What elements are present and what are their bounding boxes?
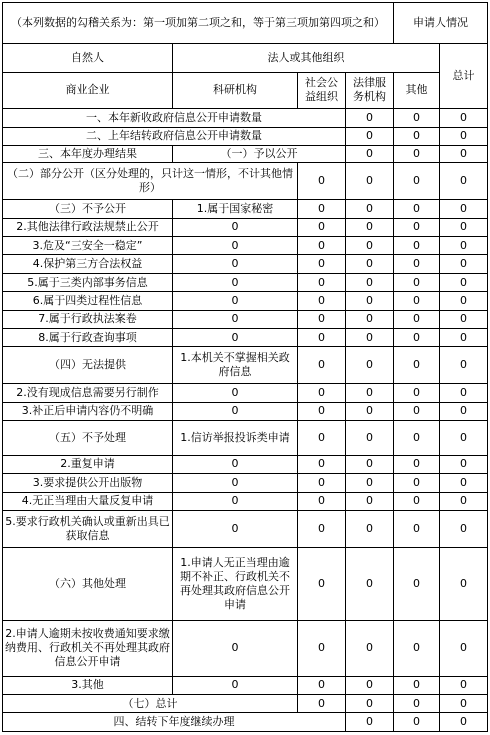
cell-value: 0: [346, 237, 394, 255]
cell-value: 0: [298, 547, 346, 621]
cell-value: 0: [173, 329, 298, 347]
cell-value: 0: [346, 384, 394, 402]
header-legal-service: 法律服务机构: [346, 72, 394, 109]
row-label: 2.重复申请: [3, 455, 173, 473]
header-research: 科研机构: [173, 72, 298, 109]
cell-value: 0: [346, 255, 394, 273]
cell-value: 0: [394, 455, 440, 473]
cell-value: 0: [298, 237, 346, 255]
cell-value: 0: [440, 676, 488, 694]
cell-value: 0: [346, 492, 394, 510]
cell-value: 0: [173, 292, 298, 310]
cell-value: 0: [394, 163, 440, 200]
cell-value: 0: [346, 455, 394, 473]
cell-value: 0: [298, 621, 346, 676]
row-label: 7.属于行政执法案卷: [3, 310, 173, 328]
table-row: [3, 200, 488, 218]
cell-value: 0: [346, 273, 394, 291]
cell-value: 0: [440, 455, 488, 473]
cell-value: 0: [346, 109, 394, 127]
table-row: [3, 310, 488, 328]
cell-value: 0: [346, 510, 394, 547]
cell-value: 0: [298, 310, 346, 328]
row-label: 四、结转下年度继续办理: [3, 713, 346, 732]
row-sub-label: 1.本机关不掌握相关政府信息: [173, 347, 298, 384]
table-row: [3, 109, 488, 127]
table-row: [3, 218, 488, 236]
cell-value: 0: [298, 200, 346, 218]
cell-value: 0: [346, 713, 394, 732]
table-row: [3, 146, 488, 163]
table-row: [3, 676, 488, 694]
header-social: 社会公益组织: [298, 72, 346, 109]
cell-value: 0: [298, 455, 346, 473]
cell-value: 0: [394, 255, 440, 273]
cell-value: 0: [394, 510, 440, 547]
cell-value: 0: [173, 510, 298, 547]
cell-value: 0: [394, 713, 440, 732]
table-row: [3, 492, 488, 510]
table-row: [3, 510, 488, 547]
cell-value: 0: [394, 218, 440, 236]
cell-value: 0: [173, 402, 298, 420]
cell-value: 0: [394, 127, 440, 145]
row-label: 2.其他法律行政法规禁止公开: [3, 218, 173, 236]
header-legal: 法人或其他组织: [173, 43, 440, 72]
cell-value: 0: [440, 347, 488, 384]
cell-value: 0: [346, 329, 394, 347]
table-row: [3, 347, 488, 384]
cell-value: 0: [440, 292, 488, 310]
cell-value: 0: [298, 676, 346, 694]
cell-value: 0: [394, 109, 440, 127]
table-row: [3, 273, 488, 291]
table-row: [3, 292, 488, 310]
cell-value: 0: [346, 310, 394, 328]
cell-value: 0: [440, 713, 488, 732]
row-sub-label: （一）予以公开: [173, 146, 346, 163]
cell-value: 0: [298, 273, 346, 291]
cell-value: 0: [173, 237, 298, 255]
table-row: [3, 384, 488, 402]
cell-value: 0: [394, 621, 440, 676]
cell-value: 0: [394, 547, 440, 621]
cell-value: 0: [298, 292, 346, 310]
cell-value: 0: [394, 694, 440, 712]
cell-value: 0: [346, 676, 394, 694]
cell-value: 0: [346, 402, 394, 420]
row-label: （二）部分公开（区分处理的，只计这一情形，不计其他情形）: [3, 163, 298, 200]
row-label: 一、本年新收政府信息公开申请数量: [3, 109, 346, 127]
cell-value: 0: [440, 510, 488, 547]
cell-value: 0: [440, 163, 488, 200]
row-label: 2.申请人逾期未按收费通知要求缴纳费用、行政机关不再处理其政府信息公开申请: [3, 621, 173, 676]
cell-value: 0: [173, 474, 298, 492]
table-row: [3, 713, 488, 732]
cell-value: 0: [394, 200, 440, 218]
cell-value: 0: [440, 218, 488, 236]
cell-value: 0: [394, 310, 440, 328]
cell-value: 0: [346, 200, 394, 218]
cell-value: 0: [440, 109, 488, 127]
cell-value: 0: [394, 492, 440, 510]
cell-value: 0: [346, 420, 394, 455]
table-row: [3, 329, 488, 347]
table-row: [3, 255, 488, 273]
header-row-2: [3, 43, 488, 72]
cell-value: 0: [394, 237, 440, 255]
cell-value: 0: [298, 347, 346, 384]
disclosure-table: [2, 2, 488, 732]
table-row: [3, 127, 488, 145]
cell-value: 0: [440, 621, 488, 676]
cell-value: 0: [173, 255, 298, 273]
cell-value: 0: [173, 492, 298, 510]
cell-value: 0: [346, 146, 394, 163]
header-total: 总计: [440, 43, 488, 108]
cell-value: 0: [394, 402, 440, 420]
cell-value: 0: [440, 547, 488, 621]
cell-value: 0: [440, 492, 488, 510]
row-label: 3.其他: [3, 676, 173, 694]
row-label: 3.危及“三安全一稳定”: [3, 237, 173, 255]
row-sub-label: 1.申请人无正当理由逾期不补正、行政机关不再处理其政府信息公开申请: [173, 547, 298, 621]
cell-value: 0: [394, 474, 440, 492]
row-label: 三、本年度办理结果: [3, 146, 173, 163]
cell-value: 0: [173, 384, 298, 402]
row-label: 4.无正当理由大量反复申请: [3, 492, 173, 510]
row-label: （五）不予处理: [3, 420, 173, 455]
table-row: [3, 163, 488, 200]
row-label: 4.保护第三方合法权益: [3, 255, 173, 273]
cell-value: 0: [298, 694, 346, 712]
cell-value: 0: [298, 329, 346, 347]
cell-value: 0: [346, 347, 394, 384]
cell-value: 0: [298, 474, 346, 492]
cell-value: 0: [394, 146, 440, 163]
cell-value: 0: [440, 329, 488, 347]
cell-value: 0: [394, 676, 440, 694]
row-label: （三）不予公开: [3, 200, 173, 218]
cell-value: 0: [394, 329, 440, 347]
table-row: [3, 694, 488, 712]
cell-value: 0: [298, 510, 346, 547]
cell-value: 0: [440, 237, 488, 255]
cell-value: 0: [298, 384, 346, 402]
cell-value: 0: [394, 384, 440, 402]
row-label: 3.要求提供公开出版物: [3, 474, 173, 492]
row-label: 3.补正后申请内容仍不明确: [3, 402, 173, 420]
cell-value: 0: [346, 163, 394, 200]
cell-value: 0: [346, 474, 394, 492]
header-row-1: [3, 3, 488, 44]
cell-value: 0: [440, 384, 488, 402]
cell-value: 0: [440, 273, 488, 291]
header-applicant: 申请人情况: [394, 3, 488, 44]
table-row: [3, 621, 488, 676]
cell-value: 0: [298, 255, 346, 273]
header-other: 其他: [394, 72, 440, 109]
cell-value: 0: [440, 200, 488, 218]
cell-value: 0: [346, 621, 394, 676]
cell-value: 0: [394, 273, 440, 291]
row-sub-label: 1.信访举报投诉类申请: [173, 420, 298, 455]
header-natural: 自然人: [3, 43, 173, 72]
cell-value: 0: [173, 676, 298, 694]
table-row: [3, 402, 488, 420]
header-row-3: [3, 72, 488, 109]
cell-value: 0: [298, 420, 346, 455]
cell-value: 0: [173, 621, 298, 676]
table-row: [3, 420, 488, 455]
cell-value: 0: [394, 347, 440, 384]
table-row: [3, 474, 488, 492]
header-commercial: 商业企业: [3, 72, 173, 109]
cell-value: 0: [298, 402, 346, 420]
cell-value: 0: [346, 292, 394, 310]
table-row: [3, 455, 488, 473]
cell-value: 0: [440, 420, 488, 455]
cell-value: 0: [440, 310, 488, 328]
cell-value: 0: [394, 420, 440, 455]
cell-value: 0: [440, 402, 488, 420]
cell-value: 0: [173, 218, 298, 236]
cell-value: 0: [173, 273, 298, 291]
cell-value: 0: [298, 492, 346, 510]
row-label: 二、上年结转政府信息公开申请数量: [3, 127, 346, 145]
cell-value: 0: [440, 255, 488, 273]
row-label: （六）其他处理: [3, 547, 173, 621]
row-label: 5.要求行政机关确认或重新出具已获取信息: [3, 510, 173, 547]
cell-value: 0: [440, 146, 488, 163]
table-row: [3, 547, 488, 621]
row-label: 8.属于行政查询事项: [3, 329, 173, 347]
row-label: （四）无法提供: [3, 347, 173, 384]
cell-value: 0: [298, 163, 346, 200]
cell-value: 0: [346, 127, 394, 145]
row-label: 5.属于三类内部事务信息: [3, 273, 173, 291]
header-note: （本列数据的勾稽关系为：第一项加第二项之和，等于第三项加第四项之和）: [3, 3, 394, 44]
row-label: （七）总计: [3, 694, 298, 712]
cell-value: 0: [346, 547, 394, 621]
cell-value: 0: [440, 694, 488, 712]
cell-value: 0: [173, 310, 298, 328]
row-label: 6.属于四类过程性信息: [3, 292, 173, 310]
cell-value: 0: [346, 694, 394, 712]
cell-value: 0: [440, 127, 488, 145]
cell-value: 0: [346, 218, 394, 236]
row-sub-label: 1.属于国家秘密: [173, 200, 298, 218]
row-label: 2.没有现成信息需要另行制作: [3, 384, 173, 402]
table-row: [3, 237, 488, 255]
cell-value: 0: [173, 455, 298, 473]
cell-value: 0: [440, 474, 488, 492]
cell-value: 0: [394, 292, 440, 310]
cell-value: 0: [298, 218, 346, 236]
